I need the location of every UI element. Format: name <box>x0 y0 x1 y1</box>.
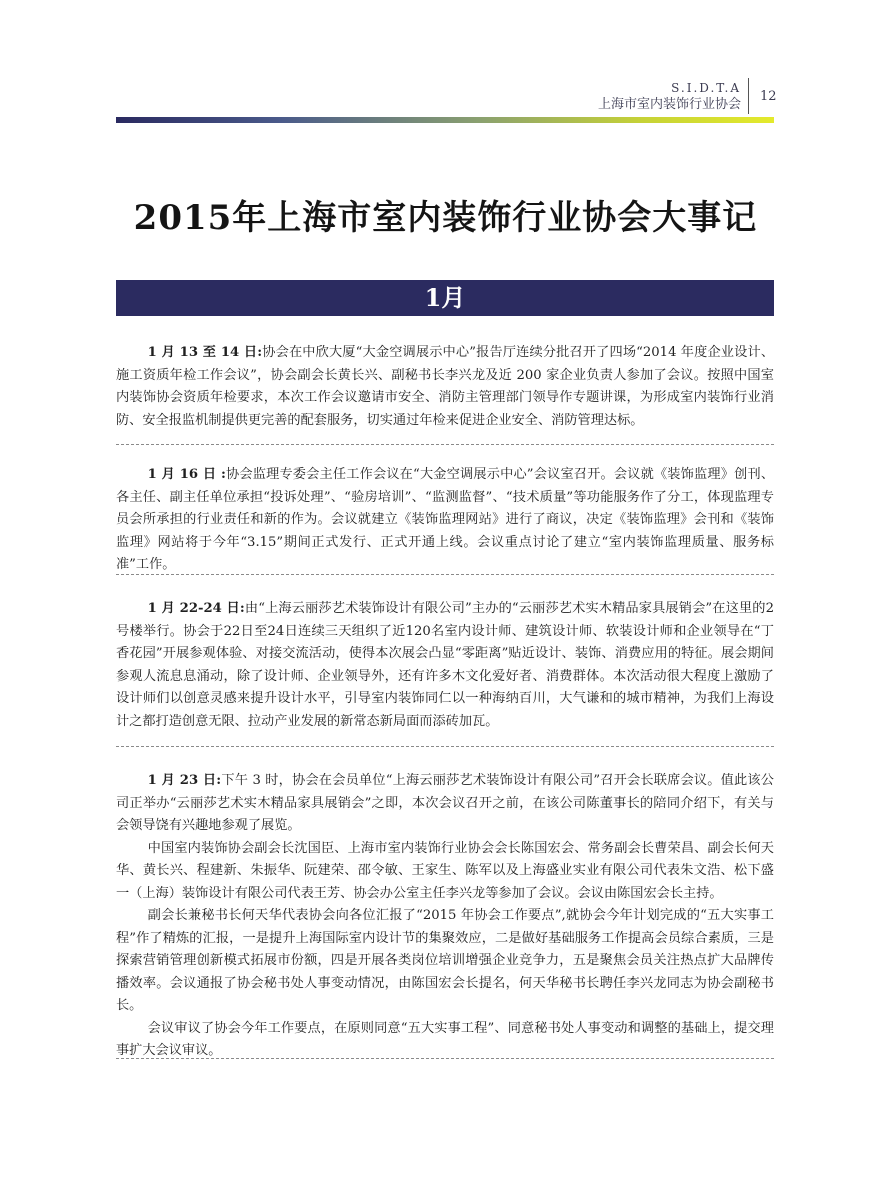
entry-paragraph <box>116 464 774 577</box>
entry-paragraph: 副会长兼秘书长何天华代表协会向各位汇报了“2015 年协会工作要点”,就协会今年计划完成的“五大实事工程”作了精炼的汇报，一是提升上海国际室内设计节的集聚效应，二是做好基础服务工作提高会员综合素质，三是探索营销管理创新模式拓展市份额，四是开展各类岗位培训增强企业竞争力，五是聚焦会员关注热点扩大品牌传播效率。会议通报了协会秘书处人事变动情况，由陈国宏会长提名，何天华秘书长聘任李兴龙同志为协会副秘书长。 <box>116 908 774 1013</box>
event-entry <box>116 342 774 432</box>
entry-paragraph <box>116 598 774 733</box>
entry-text: 由“上海云丽莎艺术装饰设计有限公司”主办的“云丽莎艺术实木精品家具展销会”在这里的2号楼举行。协会于22日至24日连续三天组织了近120名室内设计师、建筑设计师、软装设计师和企业领导在“丁香花园”开展参观体验、对接交流活动，使得本次展会凸显“零距离”贴近设计、装饰、消费应用的特征。展会期间参观人流息息涌动，除了设计师、企业领导外，还有许多木文化爱好者、消费群体。本次活动很大程度上激励了设计师们以创意灵感来提升设计水平，引导室内装饰同仁以一种海纳百川，大气谦和的城市精神，为我们上海设计之都打造创意无限、拉动产业发展的新常态新局面而添砖加瓦。 <box>116 601 774 729</box>
entry-text: 协会监理专委会主任工作会议在“大金空调展示中心”会议室召开。会议就《装饰监理》创刊、各主任、副主任单位承担“投诉处理”、“验房培训”、“监测监督”、“技术质量”等功能服务作了分工，体现监理专员会所承担的行业责任和新的作为。会议就建立《装饰监理网站》进行了商议，决定《装饰监理》会刊和《装饰监理》网站将于今年“3.15”期间正式发行、正式开通上线。会议重点讨论了建立“室内装饰监理质量、服务标准”工作。 <box>116 467 775 572</box>
entry-date: 1 月 13 至 14 日: <box>147 345 263 360</box>
event-entry <box>116 770 774 1063</box>
entry-date: 1 月 16 日 : <box>147 467 226 482</box>
page-number: 12 <box>760 89 777 104</box>
month-banner: 1月 <box>116 280 774 316</box>
entry-divider <box>116 444 774 445</box>
entry-text: 协会在中欣大厦“大金空调展示中心”报告厅连续分批召开了四场“2014 年度企业设计、施工资质年检工作会议”，协会副会长黄长兴、副秘书长李兴龙及近 200 家企业负责人参加了会议。按照中国室内装饰协会资质年检要求，本次工作会议邀请市安全、消防主管理部门领导作专题讲课，为形成室内装饰行业消防、安全报监机制提供更完善的配套服务，切实通过年检来促进企业安全、消防管理达标。 <box>116 345 775 428</box>
entry-divider <box>116 574 774 575</box>
entry-paragraph: 中国室内装饰协会副会长沈国臣、上海市室内装饰行业协会会长陈国宏会、常务副会长曹荣昌、副会长何天华、黄长兴、程建新、朱振华、阮建荣、邵令敏、王家生、陈军以及上海盛业实业有限公司代表朱文浩、松下盛一（上海）装饰设计有限公司代表王芳、协会办公室主任李兴龙等参加了会议。会议由陈国宏会长主持。 <box>116 840 774 901</box>
entry-date: 1 月 22-24 日: <box>147 601 245 616</box>
entry-date: 1 月 23 日: <box>147 773 222 788</box>
entry-divider <box>116 1058 774 1059</box>
entry-divider <box>116 746 774 747</box>
entry-paragraph <box>116 770 774 838</box>
event-entry <box>116 464 774 577</box>
header-org-abbr: S.I.D.T.A <box>671 81 741 95</box>
page-title: 2015年上海市室内装饰行业协会大事记 <box>133 198 758 238</box>
entry-paragraph <box>116 342 774 432</box>
header-org-name: 上海市室内装饰行业协会 <box>597 97 741 112</box>
event-entry <box>116 598 774 733</box>
entry-paragraph: 会议审议了协会今年工作要点，在原则同意“五大实事工程”、同意秘书处人事变动和调整的基础上，提交理事扩大会议审议。 <box>116 1020 774 1058</box>
header-org <box>598 81 741 114</box>
entry-text: 下午 3 时，协会在会员单位“上海云丽莎艺术装饰设计有限公司”召开会长联席会议。值此该公司正举办“云丽莎艺术实木精品家具展销会”之即，本次会议召开之前，在该公司陈董事长的陪同介绍下，有关与会领导饶有兴趣地参观了展览。 <box>116 773 774 833</box>
header-gradient-bar <box>116 117 774 123</box>
header-divider <box>748 78 749 114</box>
